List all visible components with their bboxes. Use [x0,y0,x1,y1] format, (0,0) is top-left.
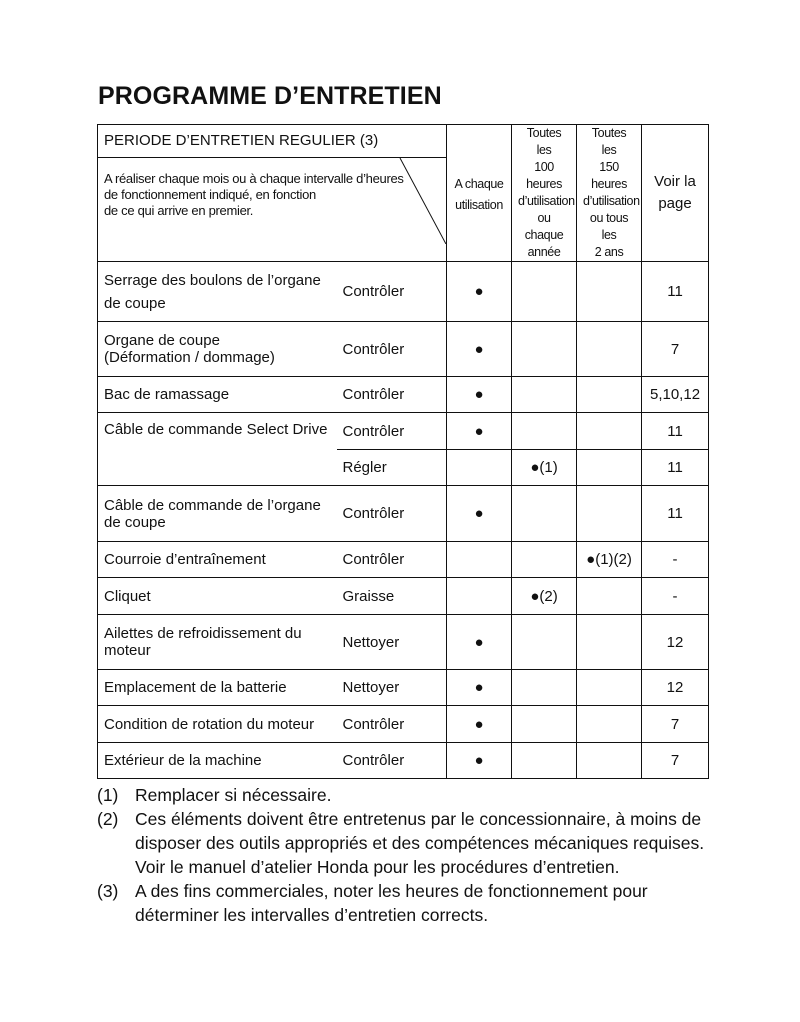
100-hours-cell [512,377,577,413]
page-ref-cell: 12 [642,615,709,670]
150-hours-cell [577,615,642,670]
each-use-cell: ● [447,706,512,743]
each-use-cell: ● [447,413,512,450]
150-hours-cell [577,706,642,743]
100-hours-cell [512,743,577,779]
col-header-each-use: A chaque utilisation [447,125,512,262]
150-hours-cell [577,377,642,413]
table-header-row [98,125,709,262]
period-note: A réaliser chaque mois ou à chaque intervalle d’heures de fonctionnement indiqué, en fonction de ce qui arrive en premier. [104,171,404,218]
table-row [98,670,709,706]
table-row [98,377,709,413]
action-cell: Graisse [337,578,447,615]
footnotes [97,783,717,927]
action-cell: Contrôler [337,262,447,322]
100-hours-cell [512,670,577,706]
item-name: Bac de ramassage [98,377,337,413]
100-hours-cell [512,413,577,450]
footnote-text: A des fins commerciales, noter les heures de fonctionnement pour déterminer les intervalles d’entretien corrects. [135,881,648,925]
100-hours-cell [512,322,577,377]
footnote-number: (2) [97,809,119,829]
footnote-text: Remplacer si nécessaire. [135,785,332,805]
item-name: Courroie d’entraînement [98,542,337,578]
page-title: PROGRAMME D’ENTRETIEN [98,82,442,110]
page-ref-cell: 12 [642,670,709,706]
page-ref-cell: - [642,542,709,578]
page-ref-cell: 7 [642,743,709,779]
each-use-cell: ● [447,486,512,542]
150-hours-cell: ●(1)(2) [577,542,642,578]
footnote [97,879,717,927]
footnote [97,807,717,879]
table-row [98,322,709,377]
footnote-text: Ces éléments doivent être entretenus par le concessionnaire, à moins de disposer des outils appropriés et des compétences mécaniques requises. Voir le manuel d’atelier Honda pour les procédures d’entretien. [135,809,705,877]
150-hours-cell [577,413,642,450]
item-name: Organe de coupe (Déformation / dommage) [98,322,337,377]
item-name: Serrage des boulons de l’organe de coupe [98,262,337,322]
maintenance-period-header [98,125,447,262]
150-hours-cell [577,262,642,322]
action-cell: Contrôler [337,486,447,542]
each-use-cell: ● [447,615,512,670]
item-name: Câble de commande de l’organe de coupe [98,486,337,542]
150-hours-cell [577,578,642,615]
table-row [98,413,709,450]
page-ref-cell: 7 [642,706,709,743]
action-cell: Nettoyer [337,670,447,706]
page-ref-cell: 5,10,12 [642,377,709,413]
page-ref-cell: 11 [642,413,709,450]
col-header-150-hours: Toutes les 150 heures d’utilisation ou tous les 2 ans [577,125,642,262]
100-hours-cell [512,542,577,578]
150-hours-cell [577,322,642,377]
each-use-cell: ● [447,377,512,413]
footnote-number: (1) [97,785,119,805]
period-title: PERIODE D’ENTRETIEN REGULIER (3) [98,125,446,158]
100-hours-cell: ●(2) [512,578,577,615]
table-row [98,578,709,615]
item-name: Extérieur de la machine [98,743,337,779]
footnote-number: (3) [97,881,119,901]
page-ref-cell: 11 [642,262,709,322]
150-hours-cell [577,743,642,779]
150-hours-cell [577,670,642,706]
each-use-cell [447,450,512,486]
action-cell: Contrôler [337,542,447,578]
each-use-cell: ● [447,322,512,377]
100-hours-cell [512,486,577,542]
action-cell: Régler [337,450,447,486]
item-name: Câble de commande Select Drive [98,413,337,486]
action-cell: Contrôler [337,377,447,413]
action-cell: Nettoyer [337,615,447,670]
page-ref-cell: 7 [642,322,709,377]
item-name: Ailettes de refroidissement du moteur [98,615,337,670]
footnote [97,783,717,807]
action-cell: Contrôler [337,706,447,743]
each-use-cell: ● [447,670,512,706]
item-name: Emplacement de la batterie [98,670,337,706]
table-row [98,542,709,578]
page-ref-cell: 11 [642,486,709,542]
page-ref-cell: 11 [642,450,709,486]
action-cell: Contrôler [337,322,447,377]
100-hours-cell [512,262,577,322]
action-cell: Contrôler [337,743,447,779]
item-name: Condition de rotation du moteur [98,706,337,743]
each-use-cell [447,578,512,615]
150-hours-cell [577,486,642,542]
col-header-see-page: Voir la page [642,125,709,262]
100-hours-cell [512,615,577,670]
each-use-cell: ● [447,743,512,779]
table-row [98,615,709,670]
table-row [98,706,709,743]
table-row [98,262,709,322]
header-diagonal-line [396,158,446,244]
maintenance-schedule-table [97,124,709,779]
each-use-cell [447,542,512,578]
page-ref-cell: - [642,578,709,615]
100-hours-cell: ●(1) [512,450,577,486]
item-name: Cliquet [98,578,337,615]
100-hours-cell [512,706,577,743]
action-cell: Contrôler [337,413,447,450]
col-header-100-hours: Toutes les 100 heures d’utilisation ou chaque année [512,125,577,262]
150-hours-cell [577,450,642,486]
table-row [98,486,709,542]
each-use-cell: ● [447,262,512,322]
table-row [98,743,709,779]
